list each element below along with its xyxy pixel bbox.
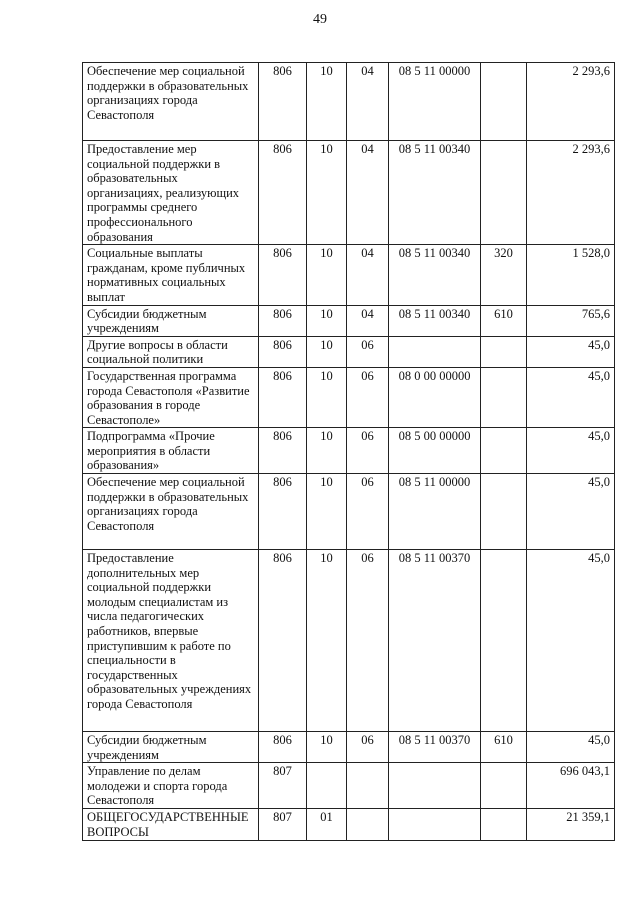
row-ministry-code: 806: [259, 336, 307, 367]
row-target-article-code: 08 5 11 00000: [389, 63, 481, 141]
row-expense-type-code: 610: [481, 305, 527, 336]
table-row: [83, 809, 615, 841]
table-row: [83, 367, 615, 427]
row-target-article-code: 08 5 11 00340: [389, 245, 481, 305]
row-name: Предоставление дополнительных мер социальной поддержки молодым специалистам из числа педагогических работников, впервые приступившим к работе по специальности в государственных образовательных учреждениях города Севастополя: [83, 550, 259, 732]
row-section-code: 10: [307, 428, 347, 474]
row-section-code: 10: [307, 367, 347, 427]
table-row: [83, 141, 615, 245]
row-ministry-code: 806: [259, 245, 307, 305]
row-section-code: 10: [307, 63, 347, 141]
row-subsection-code: 06: [347, 428, 389, 474]
row-name: Обеспечение мер социальной поддержки в образовательных организациях города Севастополя: [83, 474, 259, 550]
row-section-code: 10: [307, 732, 347, 763]
row-subsection-code: 04: [347, 245, 389, 305]
row-name: Государственная программа города Севастополя «Развитие образования в городе Севастополе»: [83, 367, 259, 427]
budget-table: [82, 62, 615, 841]
table-row: [83, 428, 615, 474]
row-subsection-code: [347, 809, 389, 841]
row-target-article-code: 08 5 11 00370: [389, 550, 481, 732]
row-section-code: 01: [307, 809, 347, 841]
row-subsection-code: 04: [347, 305, 389, 336]
row-ministry-code: 806: [259, 732, 307, 763]
row-expense-type-code: [481, 428, 527, 474]
row-amount: 45,0: [527, 336, 615, 367]
row-amount: 45,0: [527, 550, 615, 732]
table-row: [83, 63, 615, 141]
table-row: [83, 245, 615, 305]
row-target-article-code: [389, 336, 481, 367]
table-row: [83, 763, 615, 809]
row-section-code: 10: [307, 141, 347, 245]
row-amount: 2 293,6: [527, 63, 615, 141]
row-expense-type-code: [481, 550, 527, 732]
table-row: [83, 732, 615, 763]
row-target-article-code: 08 5 11 00370: [389, 732, 481, 763]
row-amount: 45,0: [527, 367, 615, 427]
row-subsection-code: 04: [347, 63, 389, 141]
row-subsection-code: 06: [347, 367, 389, 427]
row-section-code: 10: [307, 336, 347, 367]
row-target-article-code: [389, 809, 481, 841]
row-amount: 21 359,1: [527, 809, 615, 841]
row-amount: 45,0: [527, 732, 615, 763]
row-target-article-code: 08 5 00 00000: [389, 428, 481, 474]
row-expense-type-code: [481, 141, 527, 245]
table-row: [83, 550, 615, 732]
row-ministry-code: 807: [259, 809, 307, 841]
row-subsection-code: 06: [347, 732, 389, 763]
row-ministry-code: 806: [259, 305, 307, 336]
row-subsection-code: 04: [347, 141, 389, 245]
row-target-article-code: 08 5 11 00340: [389, 141, 481, 245]
table-row: [83, 305, 615, 336]
row-expense-type-code: [481, 474, 527, 550]
row-section-code: 10: [307, 474, 347, 550]
row-ministry-code: 806: [259, 141, 307, 245]
row-subsection-code: 06: [347, 336, 389, 367]
row-name: Обеспечение мер социальной поддержки в образовательных организациях города Севастополя: [83, 63, 259, 141]
row-section-code: [307, 763, 347, 809]
row-expense-type-code: [481, 336, 527, 367]
table-row: [83, 336, 615, 367]
row-name: Другие вопросы в области социальной политики: [83, 336, 259, 367]
row-target-article-code: [389, 763, 481, 809]
row-expense-type-code: 320: [481, 245, 527, 305]
row-target-article-code: 08 5 11 00340: [389, 305, 481, 336]
row-section-code: 10: [307, 245, 347, 305]
row-name: Подпрограмма «Прочие мероприятия в области образования»: [83, 428, 259, 474]
row-amount: 765,6: [527, 305, 615, 336]
table-body: [83, 63, 615, 841]
row-ministry-code: 806: [259, 63, 307, 141]
row-subsection-code: 06: [347, 474, 389, 550]
row-name: Субсидии бюджетным учреждениям: [83, 305, 259, 336]
page-number: 49: [313, 12, 327, 27]
row-target-article-code: 08 0 00 00000: [389, 367, 481, 427]
row-amount: 696 043,1: [527, 763, 615, 809]
row-ministry-code: 806: [259, 428, 307, 474]
row-subsection-code: 06: [347, 550, 389, 732]
row-name: ОБЩЕГОСУДАРСТВЕННЫЕ ВОПРОСЫ: [83, 809, 259, 841]
row-expense-type-code: [481, 63, 527, 141]
row-name: Управление по делам молодежи и спорта города Севастополя: [83, 763, 259, 809]
row-amount: 1 528,0: [527, 245, 615, 305]
row-name: Субсидии бюджетным учреждениям: [83, 732, 259, 763]
row-expense-type-code: 610: [481, 732, 527, 763]
row-ministry-code: 806: [259, 474, 307, 550]
row-expense-type-code: [481, 367, 527, 427]
row-amount: 45,0: [527, 428, 615, 474]
row-expense-type-code: [481, 763, 527, 809]
table-row: [83, 474, 615, 550]
row-expense-type-code: [481, 809, 527, 841]
row-section-code: 10: [307, 550, 347, 732]
row-amount: 45,0: [527, 474, 615, 550]
row-section-code: 10: [307, 305, 347, 336]
row-name: Предоставление мер социальной поддержки в образовательных организациях, реализующих программы среднего профессионального образования: [83, 141, 259, 245]
row-name: Социальные выплаты гражданам, кроме публичных нормативных социальных выплат: [83, 245, 259, 305]
row-ministry-code: 806: [259, 367, 307, 427]
row-subsection-code: [347, 763, 389, 809]
row-amount: 2 293,6: [527, 141, 615, 245]
row-ministry-code: 807: [259, 763, 307, 809]
row-ministry-code: 806: [259, 550, 307, 732]
row-target-article-code: 08 5 11 00000: [389, 474, 481, 550]
